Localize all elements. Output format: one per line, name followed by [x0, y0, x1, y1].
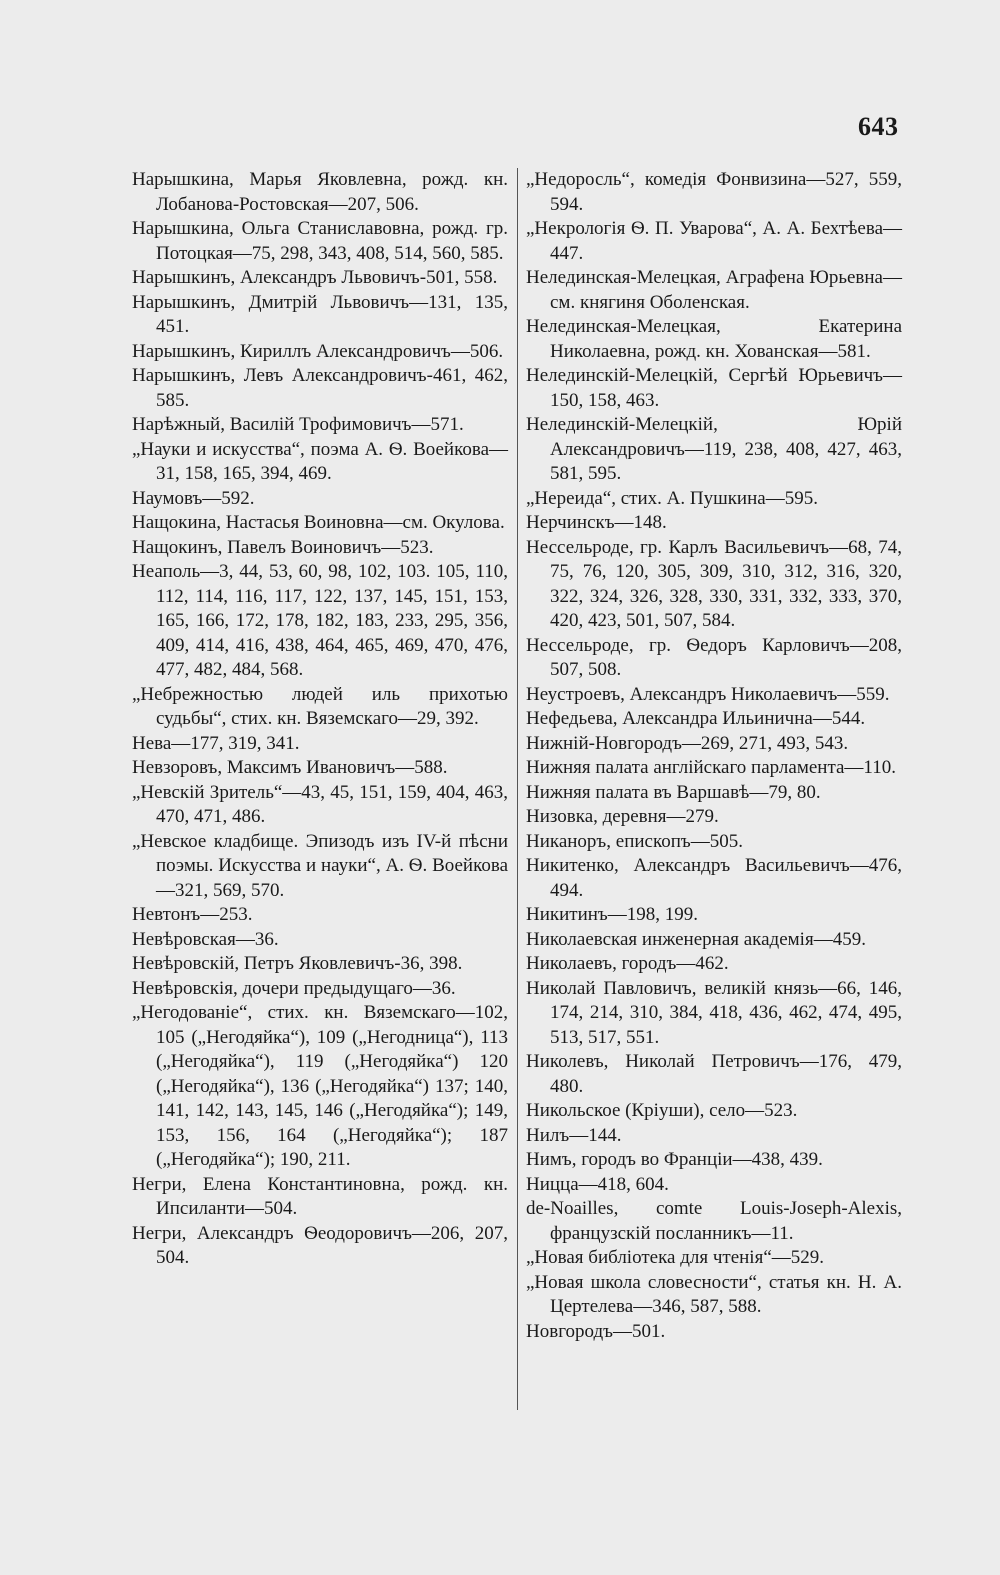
index-entry: Нарышкина, Марья Яковлевна, рожд. кн. Лобанова-Ростовская—207, 506.	[132, 169, 508, 215]
index-entry: „Науки и искусства“, поэма А. Ѳ. Воейкова—31, 158, 165, 394, 469.	[132, 438, 508, 484]
index-entry: Нарышкина, Ольга Станиславовна, рожд. гр. Потоцкая—75, 298, 343, 408, 514, 560, 585.	[132, 218, 508, 264]
index-entry: Негри, Елена Константиновна, рожд. кн. Ипсиланти—504.	[132, 1173, 508, 1219]
index-entry: Нерчинскъ—148.	[526, 512, 667, 533]
index-entry: Нелединская-Мелецкая, Аграфена Юрьевна—см. княгиня Оболенская.	[526, 267, 902, 313]
index-entry: Невзоровъ, Максимъ Ивановичъ—588.	[132, 757, 448, 778]
index-entry: Новгородъ—501.	[526, 1320, 666, 1342]
index-entry: Никаноръ, епископъ—505.	[526, 830, 743, 852]
index-entry: Нимъ, городъ во Франціи—438, 439.	[526, 1149, 823, 1170]
index-entry: Неустроевъ, Александръ Николаевичъ—559.	[526, 683, 890, 705]
index-entry: Нижній-Новгородъ—269, 271, 493, 543.	[526, 732, 849, 754]
index-entry: Нева—177, 319, 341.	[132, 732, 300, 754]
index-entry: „Небрежностью людей иль прихотью судьбы“, стих. кн. Вяземскаго—29, 392.	[132, 683, 508, 729]
index-entry: Нарышкинъ, Левъ Александровичъ-461, 462, 585.	[132, 365, 508, 411]
index-entry: Нижняя палата англійскаго парламента—110.	[526, 757, 896, 778]
index-entry: Нилъ—144.	[526, 1124, 622, 1146]
index-entry: Николай Павловичъ, великій князь—66, 146, 174, 214, 310, 384, 418, 436, 462, 474, 495, 513, 517, 551.	[526, 977, 902, 1048]
index-entry: Низовка, деревня—279.	[526, 806, 719, 827]
index-entry: „Новая школа словесности“, статья кн. Н. А. Цертелева—346, 587, 588.	[526, 1271, 902, 1317]
index-entry: Невѣровскія, дочери предыдущаго—36.	[132, 977, 456, 999]
index-entry: Нелединскій-Мелецкій, Сергѣй Юрьевичъ—150, 158, 463.	[526, 365, 902, 411]
index-entry: „Некрологія Ѳ. П. Уварова“, А. А. Бехтѣева—447.	[526, 218, 902, 264]
column-divider	[517, 168, 518, 1410]
page-number: 643	[858, 112, 899, 141]
index-entry: de-Noailles, comte Louis-Joseph-Alexis, французскій посланникъ—11.	[526, 1198, 902, 1244]
index-entry: Никитинъ—198, 199.	[526, 904, 699, 925]
right-column	[526, 168, 902, 1344]
index-entry: Нарѣжный, Василій Трофимовичъ—571.	[132, 414, 464, 435]
index-entry: Наумовъ—592.	[132, 487, 255, 509]
index-entry: Невтонъ—253.	[132, 904, 253, 925]
index-entry: Николевъ, Николай Петровичъ—176, 479, 480.	[526, 1051, 902, 1097]
index-entry: „Невское кладбище. Эпизодъ изъ IV-й пѣсни поэмы. Искусства и науки“, А. Ѳ. Воейкова—321, 569, 570.	[132, 830, 508, 901]
index-entry: Николаевская инженерная академія—459.	[526, 928, 866, 950]
index-entry: „Невскій Зритель“—43, 45, 151, 159, 404, 463, 470, 471, 486.	[132, 781, 508, 827]
index-entry: Нелединскій-Мелецкій, Юрій Александровичъ—119, 238, 408, 427, 463, 581, 595.	[526, 414, 902, 484]
index-entry: Нащокина, Настасья Воиновна—см. Окулова.	[132, 512, 505, 533]
index-entry: Нессельроде, гр. Ѳедоръ Карловичъ—208, 507, 508.	[526, 634, 902, 680]
index-entry: „Недоросль“, комедія Фонвизина—527, 559, 594.	[526, 169, 902, 215]
index-entry: „Негодованіе“, стих. кн. Вяземскаго—102, 105 („Негодяйка“), 109 („Негодница“), 113 („Негодяйка“), 119 („Негодяйка“) 120 („Негодяйка“), 136 („Негодяйка“) 137; 140, 141, 142, 143, 145, 146 („Негодяйка“); 149, 153, 156, 164 („Негодяйка“); 187 („Негодяйка“); 190, 211.	[132, 1002, 508, 1170]
index-entry: Нелединская-Мелецкая, Екатерина Николаевна, рожд. кн. Хованская—581.	[526, 316, 902, 362]
index-entry: Нарышкинъ, Дмитрій Львовичъ—131, 135, 451.	[132, 291, 508, 337]
index-entry: Нарышкинъ, Александръ Львовичъ-501, 558.	[132, 267, 498, 288]
index-entry: Невѣровскій, Петръ Яковлевичъ-36, 398.	[132, 953, 463, 974]
index-entry: Нижняя палата въ Варшавѣ—79, 80.	[526, 781, 821, 803]
left-column	[132, 168, 508, 1271]
index-entry: „Новая библіотека для чтенія“—529.	[526, 1247, 824, 1268]
index-entry: Неаполь—3, 44, 53, 60, 98, 102, 103. 105, 110, 112, 114, 116, 117, 122, 137, 145, 151, 153, 165, 166, 172, 178, 182, 183, 233, 295, 356, 409, 414, 416, 438, 464, 465, 469, 470, 476, 477, 482, 484, 568.	[132, 561, 508, 680]
index-entry: Негри, Александръ Ѳеодоровичъ—206, 207, 504.	[132, 1222, 508, 1268]
index-entry: Никольское (Кріуши), село—523.	[526, 1100, 798, 1121]
index-entry: Нессельроде, гр. Карлъ Васильевичъ—68, 74, 75, 76, 120, 305, 309, 310, 312, 316, 320, 322, 324, 326, 328, 330, 331, 332, 333, 370, 420, 423, 501, 507, 584.	[526, 536, 902, 631]
index-entry: Николаевъ, городъ—462.	[526, 953, 729, 974]
index-entry: Нарышкинъ, Кириллъ Александровичъ—506.	[132, 340, 504, 362]
index-entry: Нащокинъ, Павелъ Воиновичъ—523.	[132, 536, 434, 558]
index-entry: Никитенко, Александръ Васильевичъ—476, 494.	[526, 855, 902, 901]
index-entry: Невѣровская—36.	[132, 928, 279, 950]
index-entry: Ницца—418, 604.	[526, 1173, 669, 1195]
index-entry: „Нереида“, стих. А. Пушкина—595.	[526, 487, 818, 509]
index-entry: Нефедьева, Александра Ильинична—544.	[526, 708, 866, 729]
